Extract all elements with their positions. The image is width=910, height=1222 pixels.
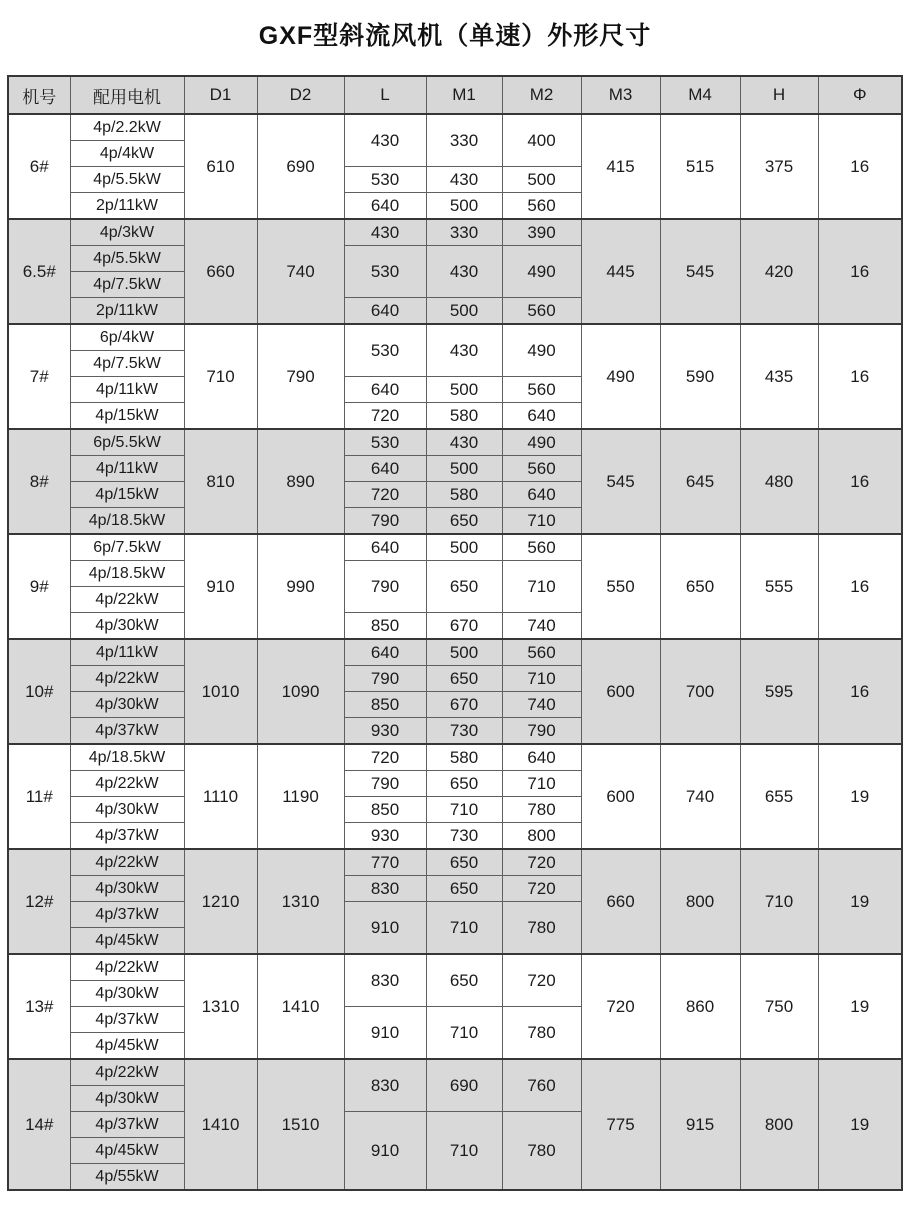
m4-cell: 545 bbox=[660, 219, 740, 324]
l-cell: 530 bbox=[344, 324, 426, 377]
model-cell: 6# bbox=[8, 114, 70, 219]
m2-cell: 500 bbox=[502, 167, 581, 193]
h-cell: 375 bbox=[740, 114, 818, 219]
motor-cell: 4p/2.2kW bbox=[70, 114, 184, 141]
m2-cell: 560 bbox=[502, 193, 581, 220]
m3-cell: 600 bbox=[581, 744, 660, 849]
h-cell: 480 bbox=[740, 429, 818, 534]
table-row bbox=[8, 324, 902, 351]
d1-cell: 710 bbox=[184, 324, 257, 429]
l-cell: 720 bbox=[344, 744, 426, 771]
l-cell: 790 bbox=[344, 771, 426, 797]
l-cell: 790 bbox=[344, 561, 426, 613]
header-cell: H bbox=[740, 76, 818, 114]
header-cell: 机号 bbox=[8, 76, 70, 114]
table-row bbox=[8, 114, 902, 141]
m1-cell: 580 bbox=[426, 744, 502, 771]
m1-cell: 500 bbox=[426, 298, 502, 325]
l-cell: 830 bbox=[344, 1059, 426, 1112]
d2-cell: 790 bbox=[257, 324, 344, 429]
model-cell: 6.5# bbox=[8, 219, 70, 324]
motor-cell: 4p/22kW bbox=[70, 587, 184, 613]
m2-cell: 800 bbox=[502, 823, 581, 850]
h-cell: 800 bbox=[740, 1059, 818, 1190]
motor-cell: 6p/7.5kW bbox=[70, 534, 184, 561]
model-cell: 8# bbox=[8, 429, 70, 534]
m1-cell: 500 bbox=[426, 534, 502, 561]
l-cell: 830 bbox=[344, 954, 426, 1007]
motor-cell: 4p/30kW bbox=[70, 613, 184, 640]
motor-cell: 4p/11kW bbox=[70, 456, 184, 482]
l-cell: 830 bbox=[344, 876, 426, 902]
motor-cell: 4p/22kW bbox=[70, 666, 184, 692]
phi-cell: 19 bbox=[818, 1059, 902, 1190]
h-cell: 435 bbox=[740, 324, 818, 429]
m1-cell: 650 bbox=[426, 849, 502, 876]
motor-cell: 4p/30kW bbox=[70, 876, 184, 902]
m4-cell: 800 bbox=[660, 849, 740, 954]
d1-cell: 1110 bbox=[184, 744, 257, 849]
d1-cell: 1310 bbox=[184, 954, 257, 1059]
m4-cell: 645 bbox=[660, 429, 740, 534]
h-cell: 655 bbox=[740, 744, 818, 849]
motor-cell: 4p/5.5kW bbox=[70, 246, 184, 272]
m3-cell: 660 bbox=[581, 849, 660, 954]
m2-cell: 720 bbox=[502, 849, 581, 876]
l-cell: 790 bbox=[344, 508, 426, 535]
h-cell: 750 bbox=[740, 954, 818, 1059]
motor-cell: 4p/37kW bbox=[70, 902, 184, 928]
m2-cell: 790 bbox=[502, 718, 581, 745]
phi-cell: 19 bbox=[818, 744, 902, 849]
m4-cell: 860 bbox=[660, 954, 740, 1059]
l-cell: 720 bbox=[344, 482, 426, 508]
model-cell: 12# bbox=[8, 849, 70, 954]
h-cell: 595 bbox=[740, 639, 818, 744]
d1-cell: 810 bbox=[184, 429, 257, 534]
motor-cell: 2p/11kW bbox=[70, 193, 184, 220]
m1-cell: 580 bbox=[426, 403, 502, 430]
motor-cell: 4p/45kW bbox=[70, 1033, 184, 1060]
m2-cell: 640 bbox=[502, 403, 581, 430]
header-cell: D1 bbox=[184, 76, 257, 114]
model-cell: 11# bbox=[8, 744, 70, 849]
motor-cell: 4p/37kW bbox=[70, 1112, 184, 1138]
motor-cell: 6p/5.5kW bbox=[70, 429, 184, 456]
l-cell: 640 bbox=[344, 193, 426, 220]
m1-cell: 650 bbox=[426, 876, 502, 902]
l-cell: 850 bbox=[344, 692, 426, 718]
l-cell: 910 bbox=[344, 1112, 426, 1191]
m2-cell: 740 bbox=[502, 692, 581, 718]
m1-cell: 710 bbox=[426, 1007, 502, 1060]
m2-cell: 710 bbox=[502, 771, 581, 797]
m2-cell: 560 bbox=[502, 534, 581, 561]
phi-cell: 16 bbox=[818, 114, 902, 219]
m1-cell: 670 bbox=[426, 613, 502, 640]
m2-cell: 640 bbox=[502, 482, 581, 508]
m2-cell: 390 bbox=[502, 219, 581, 246]
m3-cell: 490 bbox=[581, 324, 660, 429]
dimension-table bbox=[7, 75, 903, 1191]
h-cell: 710 bbox=[740, 849, 818, 954]
motor-cell: 4p/11kW bbox=[70, 377, 184, 403]
m2-cell: 490 bbox=[502, 324, 581, 377]
m2-cell: 710 bbox=[502, 561, 581, 613]
motor-cell: 4p/45kW bbox=[70, 928, 184, 955]
m1-cell: 650 bbox=[426, 561, 502, 613]
l-cell: 640 bbox=[344, 298, 426, 325]
header-cell: 配用电机 bbox=[70, 76, 184, 114]
l-cell: 530 bbox=[344, 429, 426, 456]
motor-cell: 4p/5.5kW bbox=[70, 167, 184, 193]
d1-cell: 660 bbox=[184, 219, 257, 324]
d2-cell: 1090 bbox=[257, 639, 344, 744]
motor-cell: 4p/22kW bbox=[70, 1059, 184, 1086]
phi-cell: 16 bbox=[818, 639, 902, 744]
m1-cell: 650 bbox=[426, 666, 502, 692]
m2-cell: 720 bbox=[502, 954, 581, 1007]
model-cell: 13# bbox=[8, 954, 70, 1059]
m1-cell: 330 bbox=[426, 114, 502, 167]
m2-cell: 780 bbox=[502, 1112, 581, 1191]
motor-cell: 4p/15kW bbox=[70, 403, 184, 430]
l-cell: 770 bbox=[344, 849, 426, 876]
table-row bbox=[8, 849, 902, 876]
l-cell: 930 bbox=[344, 823, 426, 850]
m2-cell: 710 bbox=[502, 666, 581, 692]
d2-cell: 1190 bbox=[257, 744, 344, 849]
d2-cell: 690 bbox=[257, 114, 344, 219]
m2-cell: 720 bbox=[502, 876, 581, 902]
table-row bbox=[8, 639, 902, 666]
m4-cell: 915 bbox=[660, 1059, 740, 1190]
m1-cell: 730 bbox=[426, 823, 502, 850]
motor-cell: 4p/22kW bbox=[70, 849, 184, 876]
phi-cell: 16 bbox=[818, 324, 902, 429]
m2-cell: 710 bbox=[502, 508, 581, 535]
phi-cell: 19 bbox=[818, 849, 902, 954]
m3-cell: 720 bbox=[581, 954, 660, 1059]
motor-cell: 4p/30kW bbox=[70, 692, 184, 718]
m3-cell: 600 bbox=[581, 639, 660, 744]
motor-cell: 4p/3kW bbox=[70, 219, 184, 246]
d2-cell: 990 bbox=[257, 534, 344, 639]
d1-cell: 610 bbox=[184, 114, 257, 219]
m1-cell: 650 bbox=[426, 508, 502, 535]
m2-cell: 490 bbox=[502, 246, 581, 298]
l-cell: 430 bbox=[344, 114, 426, 167]
l-cell: 930 bbox=[344, 718, 426, 745]
motor-cell: 4p/30kW bbox=[70, 981, 184, 1007]
motor-cell: 4p/37kW bbox=[70, 823, 184, 850]
m2-cell: 560 bbox=[502, 298, 581, 325]
m2-cell: 780 bbox=[502, 902, 581, 955]
m4-cell: 740 bbox=[660, 744, 740, 849]
m1-cell: 430 bbox=[426, 246, 502, 298]
phi-cell: 16 bbox=[818, 219, 902, 324]
motor-cell: 4p/15kW bbox=[70, 482, 184, 508]
d2-cell: 1510 bbox=[257, 1059, 344, 1190]
d2-cell: 1410 bbox=[257, 954, 344, 1059]
m1-cell: 650 bbox=[426, 954, 502, 1007]
motor-cell: 4p/18.5kW bbox=[70, 508, 184, 535]
d1-cell: 1410 bbox=[184, 1059, 257, 1190]
d1-cell: 910 bbox=[184, 534, 257, 639]
d1-cell: 1210 bbox=[184, 849, 257, 954]
m4-cell: 590 bbox=[660, 324, 740, 429]
motor-cell: 4p/30kW bbox=[70, 797, 184, 823]
phi-cell: 19 bbox=[818, 954, 902, 1059]
l-cell: 640 bbox=[344, 639, 426, 666]
m2-cell: 560 bbox=[502, 639, 581, 666]
l-cell: 850 bbox=[344, 613, 426, 640]
table-row bbox=[8, 744, 902, 771]
m1-cell: 500 bbox=[426, 377, 502, 403]
table-body bbox=[8, 114, 902, 1190]
motor-cell: 4p/22kW bbox=[70, 771, 184, 797]
l-cell: 640 bbox=[344, 534, 426, 561]
phi-cell: 16 bbox=[818, 429, 902, 534]
motor-cell: 4p/18.5kW bbox=[70, 744, 184, 771]
m1-cell: 330 bbox=[426, 219, 502, 246]
m2-cell: 490 bbox=[502, 429, 581, 456]
l-cell: 640 bbox=[344, 377, 426, 403]
m1-cell: 650 bbox=[426, 771, 502, 797]
m2-cell: 740 bbox=[502, 613, 581, 640]
m1-cell: 670 bbox=[426, 692, 502, 718]
m1-cell: 730 bbox=[426, 718, 502, 745]
motor-cell: 4p/7.5kW bbox=[70, 351, 184, 377]
table-row bbox=[8, 954, 902, 981]
m1-cell: 430 bbox=[426, 167, 502, 193]
model-cell: 7# bbox=[8, 324, 70, 429]
l-cell: 720 bbox=[344, 403, 426, 430]
m2-cell: 560 bbox=[502, 456, 581, 482]
m3-cell: 415 bbox=[581, 114, 660, 219]
m4-cell: 515 bbox=[660, 114, 740, 219]
header-cell: M1 bbox=[426, 76, 502, 114]
m2-cell: 560 bbox=[502, 377, 581, 403]
m1-cell: 710 bbox=[426, 1112, 502, 1191]
m4-cell: 700 bbox=[660, 639, 740, 744]
m2-cell: 780 bbox=[502, 797, 581, 823]
m1-cell: 580 bbox=[426, 482, 502, 508]
table-header bbox=[8, 76, 902, 114]
l-cell: 850 bbox=[344, 797, 426, 823]
table-row bbox=[8, 1059, 902, 1086]
l-cell: 910 bbox=[344, 902, 426, 955]
model-cell: 10# bbox=[8, 639, 70, 744]
motor-cell: 4p/11kW bbox=[70, 639, 184, 666]
l-cell: 530 bbox=[344, 246, 426, 298]
m3-cell: 775 bbox=[581, 1059, 660, 1190]
h-cell: 555 bbox=[740, 534, 818, 639]
m3-cell: 550 bbox=[581, 534, 660, 639]
motor-cell: 4p/7.5kW bbox=[70, 272, 184, 298]
l-cell: 640 bbox=[344, 456, 426, 482]
l-cell: 790 bbox=[344, 666, 426, 692]
motor-cell: 4p/55kW bbox=[70, 1164, 184, 1191]
motor-cell: 4p/18.5kW bbox=[70, 561, 184, 587]
header-cell: M2 bbox=[502, 76, 581, 114]
motor-cell: 2p/11kW bbox=[70, 298, 184, 325]
d2-cell: 1310 bbox=[257, 849, 344, 954]
motor-cell: 4p/30kW bbox=[70, 1086, 184, 1112]
h-cell: 420 bbox=[740, 219, 818, 324]
m4-cell: 650 bbox=[660, 534, 740, 639]
motor-cell: 4p/37kW bbox=[70, 718, 184, 745]
m1-cell: 690 bbox=[426, 1059, 502, 1112]
m1-cell: 710 bbox=[426, 902, 502, 955]
d2-cell: 890 bbox=[257, 429, 344, 534]
l-cell: 910 bbox=[344, 1007, 426, 1060]
m3-cell: 545 bbox=[581, 429, 660, 534]
table-row bbox=[8, 534, 902, 561]
m2-cell: 400 bbox=[502, 114, 581, 167]
l-cell: 430 bbox=[344, 219, 426, 246]
phi-cell: 16 bbox=[818, 534, 902, 639]
m1-cell: 500 bbox=[426, 456, 502, 482]
header-cell: L bbox=[344, 76, 426, 114]
m1-cell: 430 bbox=[426, 324, 502, 377]
header-cell: D2 bbox=[257, 76, 344, 114]
m2-cell: 760 bbox=[502, 1059, 581, 1112]
header-cell: M4 bbox=[660, 76, 740, 114]
m1-cell: 430 bbox=[426, 429, 502, 456]
header-row bbox=[8, 76, 902, 114]
header-cell: M3 bbox=[581, 76, 660, 114]
header-cell: Φ bbox=[818, 76, 902, 114]
m2-cell: 780 bbox=[502, 1007, 581, 1060]
model-cell: 14# bbox=[8, 1059, 70, 1190]
table-row bbox=[8, 219, 902, 246]
motor-cell: 4p/37kW bbox=[70, 1007, 184, 1033]
motor-cell: 4p/4kW bbox=[70, 141, 184, 167]
table-row bbox=[8, 429, 902, 456]
m2-cell: 640 bbox=[502, 744, 581, 771]
model-cell: 9# bbox=[8, 534, 70, 639]
m1-cell: 710 bbox=[426, 797, 502, 823]
d2-cell: 740 bbox=[257, 219, 344, 324]
l-cell: 530 bbox=[344, 167, 426, 193]
m1-cell: 500 bbox=[426, 639, 502, 666]
m1-cell: 500 bbox=[426, 193, 502, 220]
motor-cell: 4p/45kW bbox=[70, 1138, 184, 1164]
motor-cell: 4p/22kW bbox=[70, 954, 184, 981]
m3-cell: 445 bbox=[581, 219, 660, 324]
motor-cell: 6p/4kW bbox=[70, 324, 184, 351]
d1-cell: 1010 bbox=[184, 639, 257, 744]
page-title: GXF型斜流风机（单速）外形尺寸 bbox=[258, 22, 652, 50]
